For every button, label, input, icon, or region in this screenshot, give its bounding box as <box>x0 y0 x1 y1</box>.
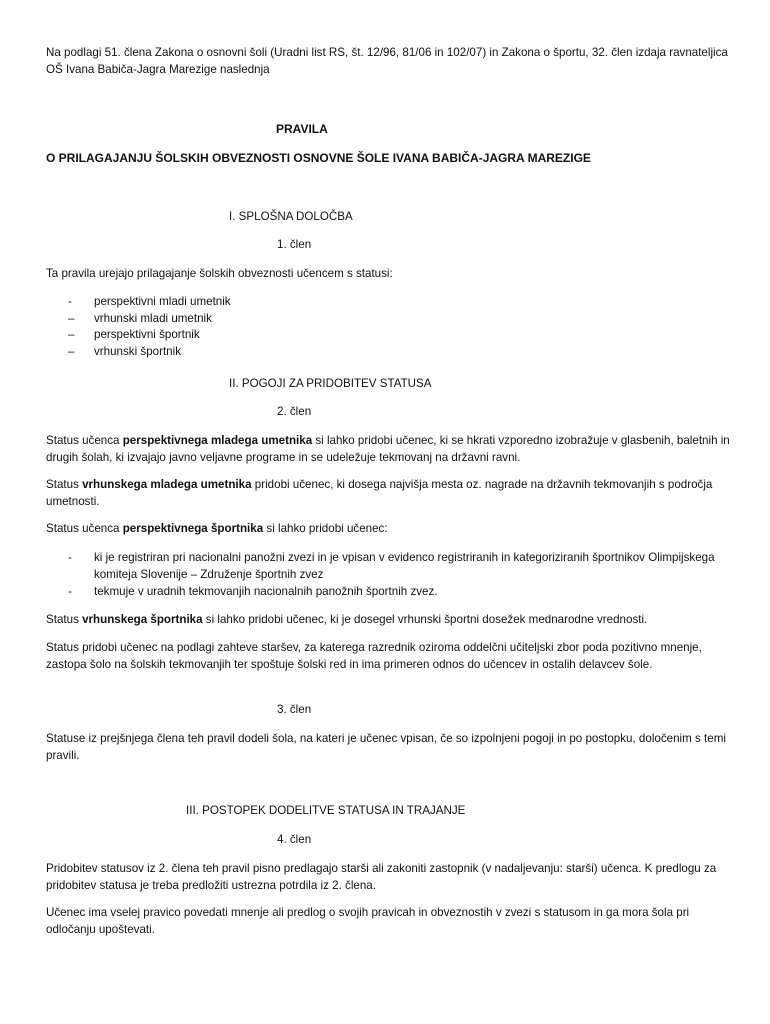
section-heading-3: III. POSTOPEK DODELITVE STATUSA IN TRAJANJE <box>186 804 466 817</box>
list-item: - perspektivni mladi umetnik <box>68 295 231 308</box>
paragraph-assignment: Statuse iz prejšnjega člena teh pravil dodeli šola, na kateri je učenec vpisan, če so izpolnjeni pogoji in po postopku, določenim s temi pravili. <box>46 732 726 762</box>
intro-paragraph: Na podlagi 51. člena Zakona o osnovni šoli (Uradni list RS, št. 12/96, 81/06 in 102/07) in Zakona o športu, 32. člen izdaja ravnateljica OŠ Ivana Babiča-Jagra Marezige naslednja <box>46 46 728 76</box>
article-heading-1: 1. člen <box>277 238 312 251</box>
paragraph-conditions: Status pridobi učenec na podlagi zahteve staršev, za katerega razrednik oziroma oddelčni učiteljski zbor poda pozitivno mnenje, zastopa šolo na šolskih tekmovanjih ter spoštuje šolski red in ima primeren odnos do učencev in ostalih delavcev šole. <box>46 641 702 671</box>
list-item: - tekmuje v uradnih tekmovanjih nacionalnih panožnih športnih zvez. <box>68 585 438 598</box>
paragraph-student-opinion: Učenec ima vselej pravico povedati mnenje ali predlog o svojih pravicah in obveznostih v zvezi s statusom in ga mora šola pri odločanju upoštevati. <box>46 906 690 936</box>
athlete-conditions-list <box>68 549 736 600</box>
status-list <box>68 293 736 359</box>
article-heading-3: 3. člen <box>277 703 312 716</box>
document-title: PRAVILA <box>276 122 328 136</box>
paragraph-young-artist: Status učenca perspektivnega mladega umetnika si lahko pridobi učenec, ki se hkrati vzporedno izobražuje v glasbenih, baletnih in drugih šolah, ki izvajajo javno veljavne programe in se udeležuje tekmovanj na državni ravni. <box>46 434 730 464</box>
article-heading-2: 2. člen <box>277 405 312 418</box>
section-heading-2: II. POGOJI ZA PRIDOBITEV STATUSA <box>229 377 432 390</box>
paragraph-proposal: Pridobitev statusov iz 2. člena teh pravil pisno predlagajo starši ali zakoniti zastopnik (v nadaljevanju: starši) učenca. K predlogu za pridobitev statusa je treba predložiti ustrezna potrdila iz 2. člena. <box>46 862 717 892</box>
article-heading-4: 4. člen <box>277 833 312 846</box>
paragraph-statuses: Ta pravila urejajo prilagajanje šolskih obveznosti učencem s statusi: <box>46 267 393 280</box>
section-heading-1: I. SPLOŠNA DOLOČBA <box>229 210 353 223</box>
paragraph-top-athlete: Status vrhunskega športnika si lahko pridobi učenec, ki je dosegel vrhunski športni dosežek mednarodne vrednosti. <box>46 613 648 626</box>
paragraph-top-artist: Status vrhunskega mladega umetnika pridobi učenec, ki dosega najvišja mesta oz. nagrade na državnih tekmovanjih s področja umetnosti. <box>46 478 713 508</box>
list-item: – perspektivni športnik <box>68 328 200 341</box>
list-item: - ki je registriran pri nacionalni panožni zvezi in je vpisan v evidenco registriranih in kategoriziranih športnikov Olimpijskega komiteja Slovenije – Združenje športnih zvez <box>68 551 715 581</box>
paragraph-young-athlete: Status učenca perspektivnega športnika si lahko pridobi učenec: <box>46 522 388 535</box>
list-item: – vrhunski mladi umetnik <box>68 311 212 325</box>
document-subtitle: O PRILAGAJANJU ŠOLSKIH OBVEZNOSTI OSNOVNE ŠOLE IVANA BABIČA-JAGRA MAREZIGE <box>46 151 591 165</box>
list-item: – vrhunski športnik <box>68 344 181 358</box>
